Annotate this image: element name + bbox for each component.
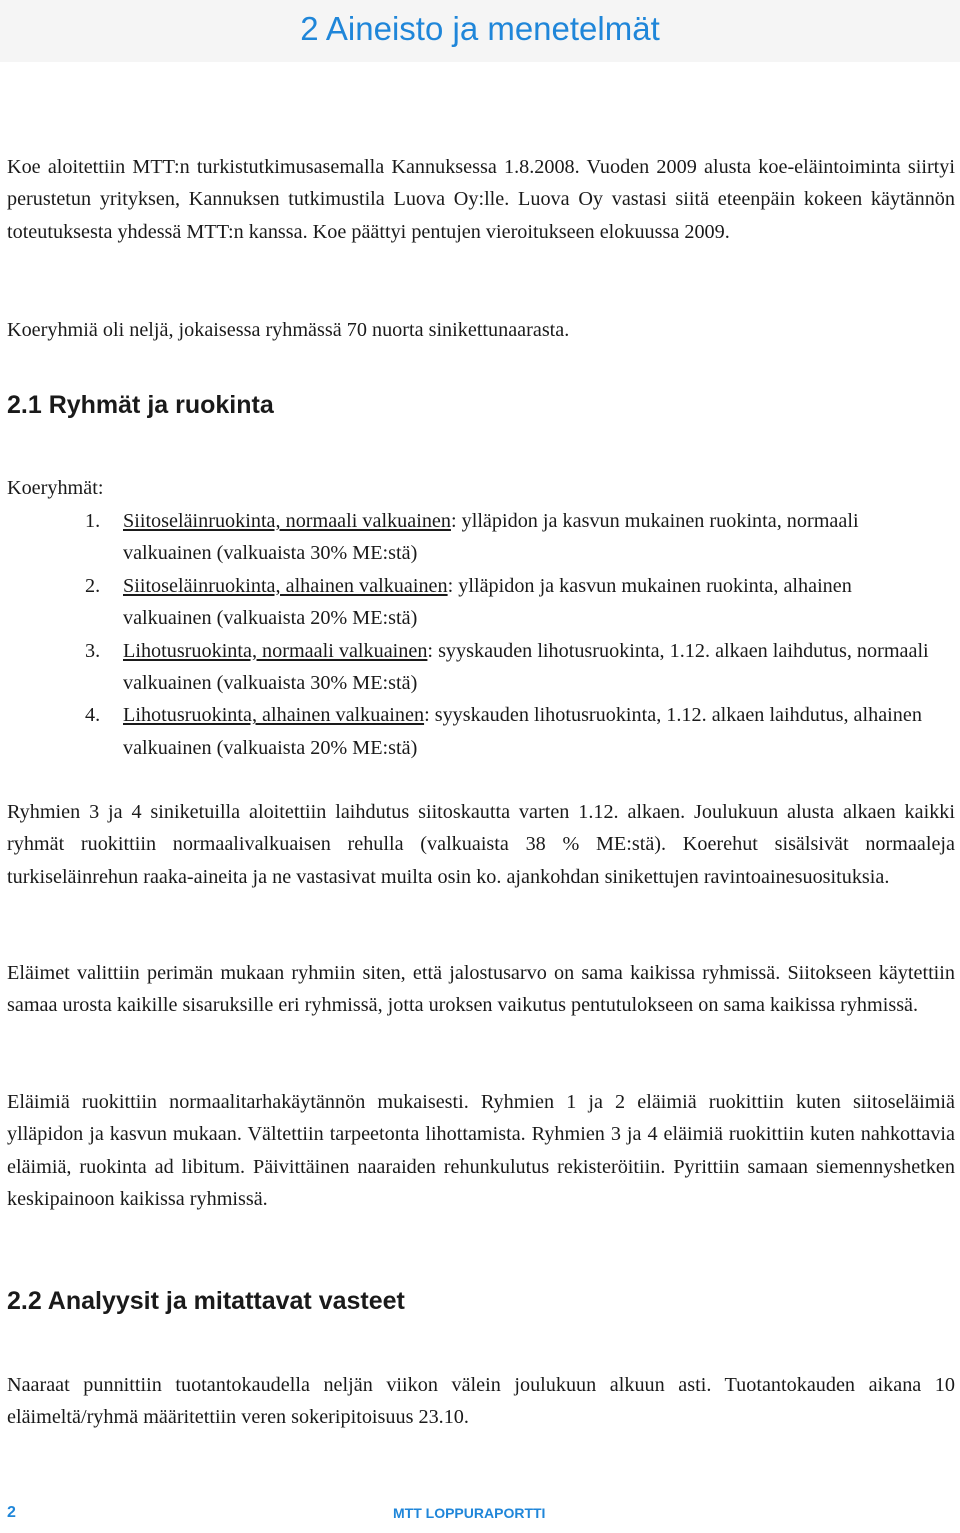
chapter-title: 2 Aineisto ja menetelmät xyxy=(300,10,660,47)
list-item-number: 4. xyxy=(85,704,101,727)
analysis-paragraph: Naaraat punnittiin tuotantokaudella neljän viikon välein joulukuun alkuun asti. Tuotantokauden aikana 10 eläimeltä/ryhmä määritettiin veren sokeripitoisuus 23.10. xyxy=(7,1374,955,1429)
list-item xyxy=(85,505,935,570)
list-item-number: 3. xyxy=(85,639,101,662)
management-paragraph: Eläimiä ruokittiin normaalitarhakäytännön mukaisesti. Ryhmien 1 ja 2 eläimiä ruokittiin kuten siitoseläimiä ylläpidon ja kasvun mukaan. Vältettiin tarpeetonta lihottamista. Ryhmien 3 ja 4 eläimiä ruokittiin kuten nahkottavia eläimiä, ruokinta ad libitum. Päivittäinen naaraiden rehunkulutus rekisteröitiin. Pyrittiin samaan siemennyshetken keskipainoon kaikissa ryhmissä. xyxy=(7,1091,955,1211)
publication-name: MTT LOPPURAPORTTI xyxy=(393,1505,546,1521)
group-description: : ylläpidon ja kasvun mukainen ruokinta, normaali valkuainen (valkuaista 30% ME:stä) xyxy=(123,510,859,565)
group-description: : ylläpidon ja kasvun mukainen ruokinta, alhainen valkuainen (valkuaista 20% ME:stä) xyxy=(123,574,852,630)
list-item-number: 1. xyxy=(85,510,101,532)
groups-label: Koeryhmät: xyxy=(7,477,104,499)
feeding-paragraph: Ryhmien 3 ja 4 siniketuilla aloitettiin laihdutus siitoskautta varten 1.12. alkaen. Joulukuun alusta alkaen kaikki ryhmät ruokittiin normaalivalkuaisen rehulla (valkuaista 38 % ME:stä). Koerehut sisälsivät normaaleja turkiseläinrehun raaka-aineita ja ne vastasivat muilta osin ko. ajankohdan sinikettujen ravintoainesuosituksia. xyxy=(7,801,955,888)
group-name: Lihotusruokinta, normaali valkuainen xyxy=(123,639,428,662)
list-item xyxy=(85,635,935,700)
intro-paragraph-2: Koeryhmiä oli neljä, jokaisessa ryhmässä 70 nuorta sinikettunaarasta. xyxy=(7,319,570,341)
section-heading-2-2: 2.2 Analyysit ja mitattavat vasteet xyxy=(7,1287,405,1315)
list-item xyxy=(85,699,935,764)
group-name: Siitoseläinruokinta, normaali valkuainen xyxy=(123,510,451,532)
selection-paragraph: Eläimet valittiin perimän mukaan ryhmiin siten, että jalostusarvo on sama kaikissa ryhmissä. Siitokseen käytettiin samaa urosta kaikille sisaruksille eri ryhmissä, jotta uroksen vaikutus pentutulokseen on sama kaikissa ryhmissä. xyxy=(7,962,955,1017)
section-heading-2-1: 2.1 Ryhmät ja ruokinta xyxy=(7,391,274,419)
group-name: Siitoseläinruokinta, alhainen valkuainen xyxy=(123,574,448,597)
list-item xyxy=(85,570,935,635)
groups-list xyxy=(85,505,935,764)
page-number: 2 xyxy=(7,1504,16,1521)
group-description: : syyskauden lihotusruokinta, 1.12. alkaen laihdutus, alhainen valkuainen (valkuaista 20% ME:stä) xyxy=(123,704,922,759)
intro-paragraph-1: Koe aloitettiin MTT:n turkistutkimusasemalla Kannuksessa 1.8.2008. Vuoden 2009 alusta koe-eläintoiminta siirtyi perustetun yrityksen, Kannuksen tutkimustila Luova Oy:lle. Luova Oy vastasi siitä eteenpäin kokeen käytännön toteutuksesta yhdessä MTT:n kanssa. Koe päättyi pentujen vieroitukseen elokuussa 2009. xyxy=(7,156,955,243)
group-description: : syyskauden lihotusruokinta, 1.12. alkaen laihdutus, normaali valkuainen (valkuaista 30% ME:stä) xyxy=(123,639,929,695)
list-item-number: 2. xyxy=(85,574,101,597)
group-name: Lihotusruokinta, alhainen valkuainen xyxy=(123,704,425,727)
